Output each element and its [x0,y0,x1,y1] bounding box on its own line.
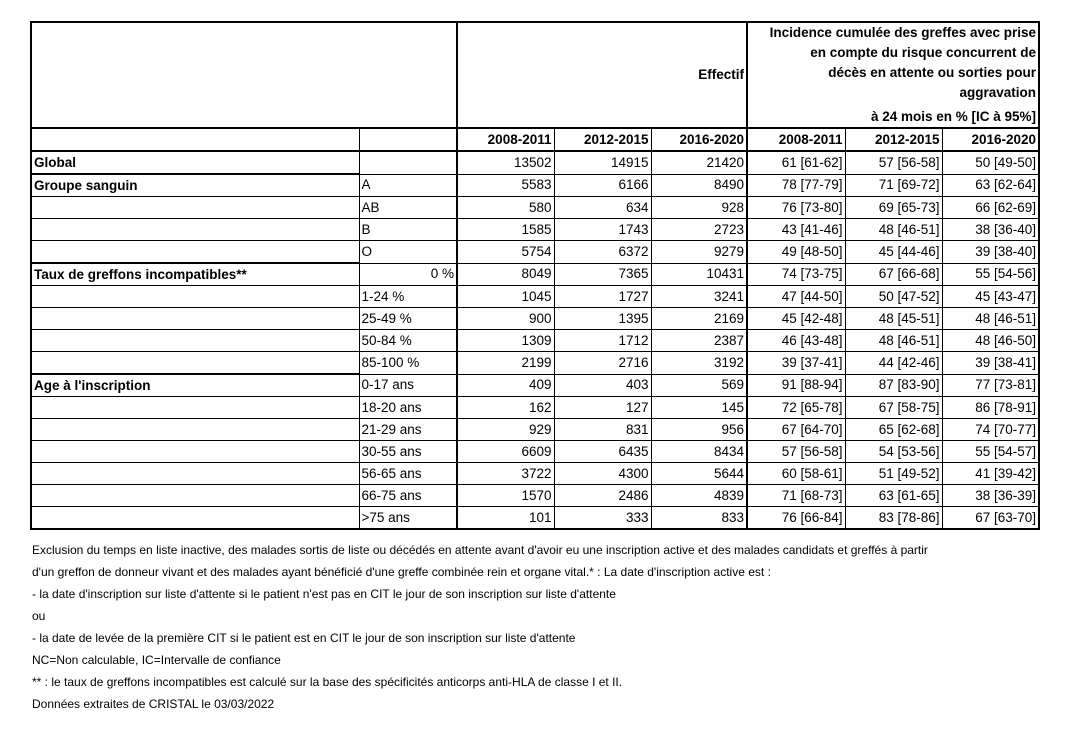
effectif-cell: 5583 [457,174,554,197]
table-row [31,330,1039,352]
effectif-cell: 6435 [554,441,651,463]
incidence-line: à 24 mois en % [IC à 95%] [870,109,1037,124]
row-sub-label: B [359,219,457,241]
table-row [31,241,1039,264]
incidence-line: décès en attente ou sorties pour [828,65,1037,80]
incidence-cell: 38 [36-40] [942,219,1039,241]
table-row [31,197,1039,219]
incidence-cell: 50 [49-50] [942,151,1039,174]
footnote-line: Données extraites de CRISTAL le 03/03/2022 [32,697,275,711]
incidence-cell: 72 [65-78] [747,397,845,419]
results-table [30,21,1040,530]
row-group-label: Global [31,151,359,174]
incidence-cell: 39 [38-41] [942,352,1039,375]
row-group-label: Groupe sanguin [31,174,359,197]
effectif-cell: 5754 [457,241,554,264]
incidence-cell: 83 [78-86] [845,507,942,530]
period-blank-cell [359,128,457,151]
incidence-cell: 67 [58-75] [845,397,942,419]
row-sub-label: 18-20 ans [359,397,457,419]
table-row [31,463,1039,485]
effectif-cell: 333 [554,507,651,530]
table-row [31,507,1039,530]
incidence-header [747,22,1039,128]
incidence-cell: 48 [46-51] [942,308,1039,330]
row-group-label [31,241,359,264]
row-sub-label: 85-100 % [359,352,457,375]
incidence-cell: 55 [54-57] [942,441,1039,463]
effectif-cell: 6609 [457,441,554,463]
effectif-cell: 833 [651,507,747,530]
row-group-label: Taux de greffons incompatibles** [31,263,359,286]
row-sub-label: 1-24 % [359,286,457,308]
period-header: 2012-2015 [554,128,651,151]
effectif-cell: 2486 [554,485,651,507]
row-group-label [31,419,359,441]
header-blank-cell [31,22,359,128]
incidence-cell: 39 [38-40] [942,241,1039,264]
incidence-cell: 50 [47-52] [845,286,942,308]
incidence-cell: 60 [58-61] [747,463,845,485]
footnote-line: - la date d'inscription sur liste d'attente si le patient n'est pas en CIT le jour de son inscription sur liste d'attente [32,587,616,601]
effectif-cell: 580 [457,197,554,219]
row-sub-label: 25-49 % [359,308,457,330]
row-sub-label: 30-55 ans [359,441,457,463]
effectif-cell: 8049 [457,263,554,286]
row-sub-label: 56-65 ans [359,463,457,485]
footnote-line: d'un greffon de donneur vivant et des malades ayant bénéficié d'une greffe combinée rein et organe vital.* : La date d'inscription active est : [32,565,771,579]
incidence-cell: 61 [61-62] [747,151,845,174]
effectif-cell: 3192 [651,352,747,375]
incidence-line: Incidence cumulée des greffes avec prise [769,25,1037,40]
incidence-line: aggravation [959,85,1037,100]
effectif-cell: 14915 [554,151,651,174]
table-row [31,441,1039,463]
effectif-cell: 2169 [651,308,747,330]
incidence-cell: 71 [69-72] [845,174,942,197]
effectif-cell: 4839 [651,485,747,507]
row-sub-label: A [359,174,457,197]
incidence-cell: 86 [78-91] [942,397,1039,419]
incidence-cell: 63 [62-64] [942,174,1039,197]
effectif-cell: 956 [651,419,747,441]
effectif-cell: 1395 [554,308,651,330]
incidence-cell: 91 [88-94] [747,374,845,397]
incidence-cell: 54 [53-56] [845,441,942,463]
effectif-cell: 2199 [457,352,554,375]
incidence-cell: 48 [46-51] [845,219,942,241]
incidence-cell: 43 [41-46] [747,219,845,241]
effectif-cell: 6166 [554,174,651,197]
row-group-label [31,507,359,530]
effectif-cell: 7365 [554,263,651,286]
row-sub-label: 66-75 ans [359,485,457,507]
table-row [31,174,1039,197]
incidence-cell: 51 [49-52] [845,463,942,485]
period-header: 2008-2011 [747,128,845,151]
effectif-cell: 8490 [651,174,747,197]
table-row [31,308,1039,330]
row-group-label [31,197,359,219]
row-group-label [31,463,359,485]
effectif-header: Effectif [698,67,745,82]
incidence-cell: 69 [65-73] [845,197,942,219]
effectif-header-cell [457,22,747,128]
footnote-line: ** : le taux de greffons incompatibles est calculé sur la base des spécificités anticorps anti-HLA de classe I et II. [32,675,623,689]
effectif-cell: 3722 [457,463,554,485]
incidence-cell: 57 [56-58] [845,151,942,174]
effectif-cell: 162 [457,397,554,419]
period-header: 2012-2015 [845,128,942,151]
row-group-label [31,352,359,375]
incidence-cell: 45 [43-47] [942,286,1039,308]
effectif-cell: 1309 [457,330,554,352]
header-row-top [31,22,1039,128]
period-header: 2016-2020 [942,128,1039,151]
effectif-cell: 2723 [651,219,747,241]
table-row [31,485,1039,507]
row-sub-label: 0 % [359,263,457,286]
effectif-cell: 634 [554,197,651,219]
footnote-line: Exclusion du temps en liste inactive, des malades sortis de liste ou décédés en attente avant d'avoir eu une inscription active et des malades candidats et greffés à partir [32,543,928,557]
row-group-label [31,330,359,352]
effectif-cell: 900 [457,308,554,330]
period-blank-cell [31,128,359,151]
row-group-label: Age à l'inscription [31,374,359,397]
incidence-cell: 45 [42-48] [747,308,845,330]
table-row [31,419,1039,441]
incidence-cell: 44 [42-46] [845,352,942,375]
effectif-cell: 929 [457,419,554,441]
effectif-cell: 2387 [651,330,747,352]
incidence-cell: 47 [44-50] [747,286,845,308]
effectif-cell: 3241 [651,286,747,308]
incidence-cell: 78 [77-79] [747,174,845,197]
row-group-label [31,286,359,308]
incidence-cell: 71 [68-73] [747,485,845,507]
effectif-cell: 569 [651,374,747,397]
incidence-cell: 41 [39-42] [942,463,1039,485]
header-blank-cell [359,22,457,128]
effectif-cell: 1570 [457,485,554,507]
table-row [31,151,1039,174]
effectif-cell: 409 [457,374,554,397]
effectif-cell: 101 [457,507,554,530]
period-header: 2016-2020 [651,128,747,151]
header-row-periods [31,128,1039,151]
row-sub-label [359,151,457,174]
row-group-label [31,397,359,419]
effectif-cell: 1712 [554,330,651,352]
incidence-cell: 74 [70-77] [942,419,1039,441]
effectif-cell: 5644 [651,463,747,485]
footnotes [32,539,1052,715]
effectif-cell: 2716 [554,352,651,375]
row-sub-label: O [359,241,457,264]
row-sub-label: 50-84 % [359,330,457,352]
effectif-cell: 8434 [651,441,747,463]
incidence-cell: 48 [46-50] [942,330,1039,352]
effectif-cell: 1727 [554,286,651,308]
table-row [31,219,1039,241]
incidence-cell: 77 [73-81] [942,374,1039,397]
effectif-cell: 10431 [651,263,747,286]
row-sub-label: 0-17 ans [359,374,457,397]
effectif-cell: 1743 [554,219,651,241]
period-header: 2008-2011 [457,128,554,151]
incidence-cell: 57 [56-58] [747,441,845,463]
table-row [31,374,1039,397]
row-group-label [31,308,359,330]
incidence-cell: 55 [54-56] [942,263,1039,286]
incidence-cell: 63 [61-65] [845,485,942,507]
incidence-cell: 39 [37-41] [747,352,845,375]
effectif-cell: 127 [554,397,651,419]
table-row [31,286,1039,308]
row-group-label [31,219,359,241]
incidence-cell: 48 [46-51] [845,330,942,352]
incidence-cell: 65 [62-68] [845,419,942,441]
effectif-cell: 1585 [457,219,554,241]
row-sub-label: >75 ans [359,507,457,530]
effectif-cell: 145 [651,397,747,419]
incidence-cell: 67 [66-68] [845,263,942,286]
incidence-cell: 87 [83-90] [845,374,942,397]
incidence-cell: 76 [66-84] [747,507,845,530]
effectif-cell: 831 [554,419,651,441]
incidence-cell: 45 [44-46] [845,241,942,264]
incidence-cell: 76 [73-80] [747,197,845,219]
effectif-cell: 928 [651,197,747,219]
effectif-cell: 4300 [554,463,651,485]
incidence-cell: 67 [64-70] [747,419,845,441]
footnote-line: - la date de levée de la première CIT si le patient est en CIT le jour de son inscription sur liste d'attente [32,631,576,645]
footnote-line: ou [32,609,46,623]
row-group-label [31,441,359,463]
row-sub-label: AB [359,197,457,219]
incidence-line: en compte du risque concurrent de [810,45,1037,60]
table-row [31,397,1039,419]
effectif-cell: 403 [554,374,651,397]
row-group-label [31,485,359,507]
incidence-cell: 48 [45-51] [845,308,942,330]
effectif-cell: 1045 [457,286,554,308]
incidence-cell: 66 [62-69] [942,197,1039,219]
incidence-cell: 74 [73-75] [747,263,845,286]
incidence-cell: 49 [48-50] [747,241,845,264]
incidence-cell: 38 [36-39] [942,485,1039,507]
effectif-cell: 9279 [651,241,747,264]
row-sub-label: 21-29 ans [359,419,457,441]
footnote-line: NC=Non calculable, IC=Intervalle de confiance [32,653,281,667]
effectif-cell: 21420 [651,151,747,174]
incidence-cell: 67 [63-70] [942,507,1039,530]
table-row [31,263,1039,286]
incidence-cell: 46 [43-48] [747,330,845,352]
effectif-cell: 6372 [554,241,651,264]
effectif-cell: 13502 [457,151,554,174]
table-row [31,352,1039,375]
